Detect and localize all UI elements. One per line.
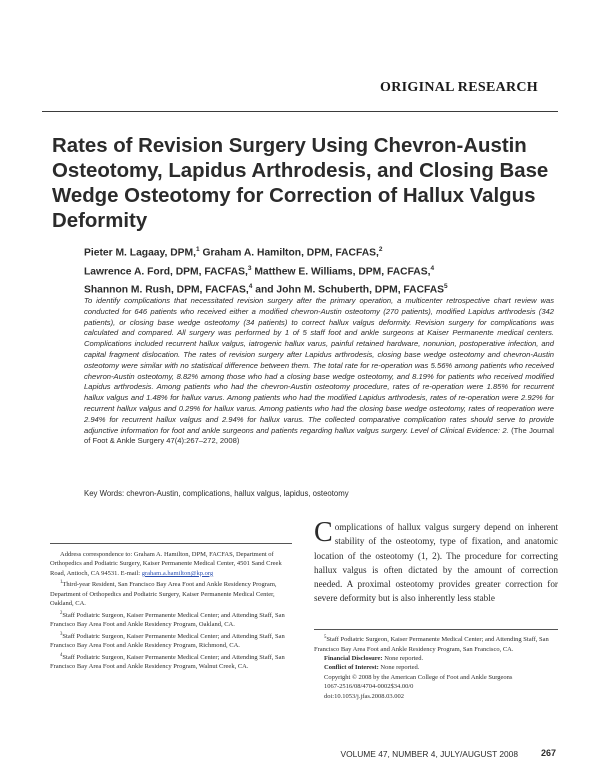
abstract-text: To identify complications that necessitated revision surgery after the primary operation, a multicenter retrospective chart review was conducted for 646 patients who received either a modified chevron-Austin osteotomy (270 patients), modified Lapidus arthrodesis (342 patients), or closing base wedge osteotomy (34 patients) to correct hallux valgus deformity. Revision surgery for complications was calculated and compared. All surgery was performed by 1 of 5 staff foot and ankle surgeons at Kaiser Permanente medical centers. Complications included recurrent hallux valgus, iatrogenic hallux varus, painful retained hardware, nonunion, postoperative infection, and capital fragment dislocation. The rates of revision surgery after Lapidus arthrodesis, closing base wedge osteotomy and chevron-Austin osteotomy were similar with no statistical difference between them. The total rate for re-operation was 5.56% among patients who received chevron-Austin osteotomy, 8.82% among those who had a closing base wedge osteotomy, and 8.19% for patients who received modified Lapidus arthrodesis. Among patients who had the chevron-Austin osteotomy procedure, rates of re-operation were 1.85% for recurrent hallux valgus and 1.48% for hallux varus. Among patients who had the modified Lapidus arthrodesis, rates of re-operation were 2.92% for recurrent hallux valgus and 0.29% for hallux varus. Among patients who had the closing base wedge osteotomy, rates of reoperation were 2.94% for recurrent hallux valgus and 2.94% for hallux varus. The collected comparative complication rates should serve to provide adjunctive information for foot and ankle surgeons and patients regarding hallux valgus surgery. Level of Clinical Evidence: 2.: [84, 296, 554, 435]
abstract: [84, 296, 554, 447]
footnote-mark: 5: [324, 635, 327, 640]
author-name: Shannon M. Rush, DPM, FACFAS,: [84, 284, 249, 296]
footnote-text: Staff Podiatric Surgeon, Kaiser Permanente Medical Center; and Attending Staff, San Francisco Bay Area Foot and Ankle Residency Program, Walnut Creek, CA.: [50, 653, 285, 671]
disclosure-value: None reported.: [384, 654, 424, 662]
correspondence-text: Address correspondence to: Graham A. Hamilton, DPM, FACFAS, Department of Orthopedics and Podiatric Surgery, Kaiser Permanente Medical Center, 4501 Sand Creek Road, Antioch, CA 94531. E-mail:: [50, 551, 282, 577]
email-link[interactable]: graham.a.hamilton@kp.org: [141, 569, 214, 577]
author-affiliation-mark: 1: [195, 246, 200, 253]
body-text: [314, 517, 558, 606]
footnote-rule-left: [50, 543, 292, 544]
page-number: 267: [540, 748, 556, 758]
author-affiliation-mark: 5: [444, 283, 448, 291]
copyright-line: Copyright © 2008 by the American College of Foot and Ankle Surgeons: [324, 673, 513, 681]
conflict-of-interest: [314, 663, 558, 672]
footnote-mark: 4: [60, 652, 63, 658]
footnote: [50, 630, 292, 651]
author-affiliation-mark: 4: [430, 264, 435, 272]
header-rule: [42, 111, 558, 112]
footnotes-left: [50, 550, 292, 672]
footnote: [314, 633, 558, 654]
author-name: Lawrence A. Ford, DPM, FACFAS,: [84, 266, 248, 278]
author-name: Graham A. Hamilton, DPM, FACFAS,: [202, 247, 379, 259]
footnote: [50, 578, 292, 608]
author-affiliation-mark: 3: [247, 264, 252, 272]
author-affiliation-mark: 2: [378, 246, 383, 253]
author-list: [84, 242, 564, 298]
keywords: Key Words: chevron-Austin, complications, hallux valgus, lapidus, osteotomy: [84, 489, 349, 498]
correspondence-note: [50, 550, 292, 578]
footnote-rule-right: [314, 629, 558, 630]
body-paragraph: omplications of hallux valgus surgery depend on inherent stability of the osteotomy, type of fixation, and anatomic location of the osteotomy (1, 2). The procedure for correcting hallux valgus is often dictated by the amount of correction needed. A proximal osteotomy provides greater correction for severe deformity but is also inherently less stable: [314, 522, 558, 604]
footnote-mark: 3: [60, 631, 63, 637]
author-affiliation-mark: 4: [248, 283, 253, 291]
footnote-mark: 2: [60, 610, 63, 616]
financial-disclosure: [314, 654, 558, 663]
conflict-label: Conflict of Interest:: [324, 664, 379, 672]
footnote-text: Staff Podiatric Surgeon, Kaiser Permanente Medical Center; and Attending Staff, San Francisco Bay Area Foot and Ankle Residency Program, Richmond, CA.: [50, 632, 285, 650]
footnote-mark: 1: [60, 580, 63, 586]
footnote-text: Staff Podiatric Surgeon, Kaiser Permanente Medical Center; and Attending Staff, San Francisco Bay Area Foot and Ankle Residency Program, Oakland, CA.: [50, 611, 285, 629]
section-label: ORIGINAL RESEARCH: [380, 80, 538, 95]
issn-line: 1067-2516/08/4704-0002$34.00/0: [324, 683, 414, 691]
footnotes-right: [314, 633, 558, 701]
disclosure-label: Financial Disclosure:: [324, 654, 383, 662]
article-title: Rates of Revision Surgery Using Chevron-Austin Osteotomy, Lapidus Arthrodesis, and Closing Base Wedge Osteotomy for Correction of Hallux Valgus Deformity: [52, 135, 549, 232]
footnote: [50, 609, 292, 630]
author-name: Matthew E. Williams, DPM, FACFAS,: [254, 266, 431, 278]
author-name: and John M. Schuberth, DPM, FACFAS: [255, 284, 445, 296]
abstract-citation: (The Journal of Foot & Ankle Surgery 47(4):267–272, 2008): [84, 425, 554, 446]
author-name: Pieter M. Lagaay, DPM,: [84, 247, 196, 259]
footnote: [50, 651, 292, 672]
conflict-value: None reported.: [380, 664, 420, 672]
footnote-text: Staff Podiatric Surgeon, Kaiser Permanente Medical Center; and Attending Staff, San Francisco Bay Area Foot and Ankle Residency Program, San Francisco, CA.: [314, 636, 549, 653]
drop-cap: C: [314, 517, 333, 548]
doi-line: doi:10.1053/j.jfas.2008.03.002: [324, 692, 404, 700]
footnote-text: Third-year Resident, San Francisco Bay Area Foot and Ankle Residency Program, Department of Orthopedics and Podiatric Surgery, Kaiser Permanente Medical Center, Oakland, CA.: [50, 581, 277, 608]
footer-volume: VOLUME 47, NUMBER 4, JULY/AUGUST 2008: [340, 749, 518, 759]
